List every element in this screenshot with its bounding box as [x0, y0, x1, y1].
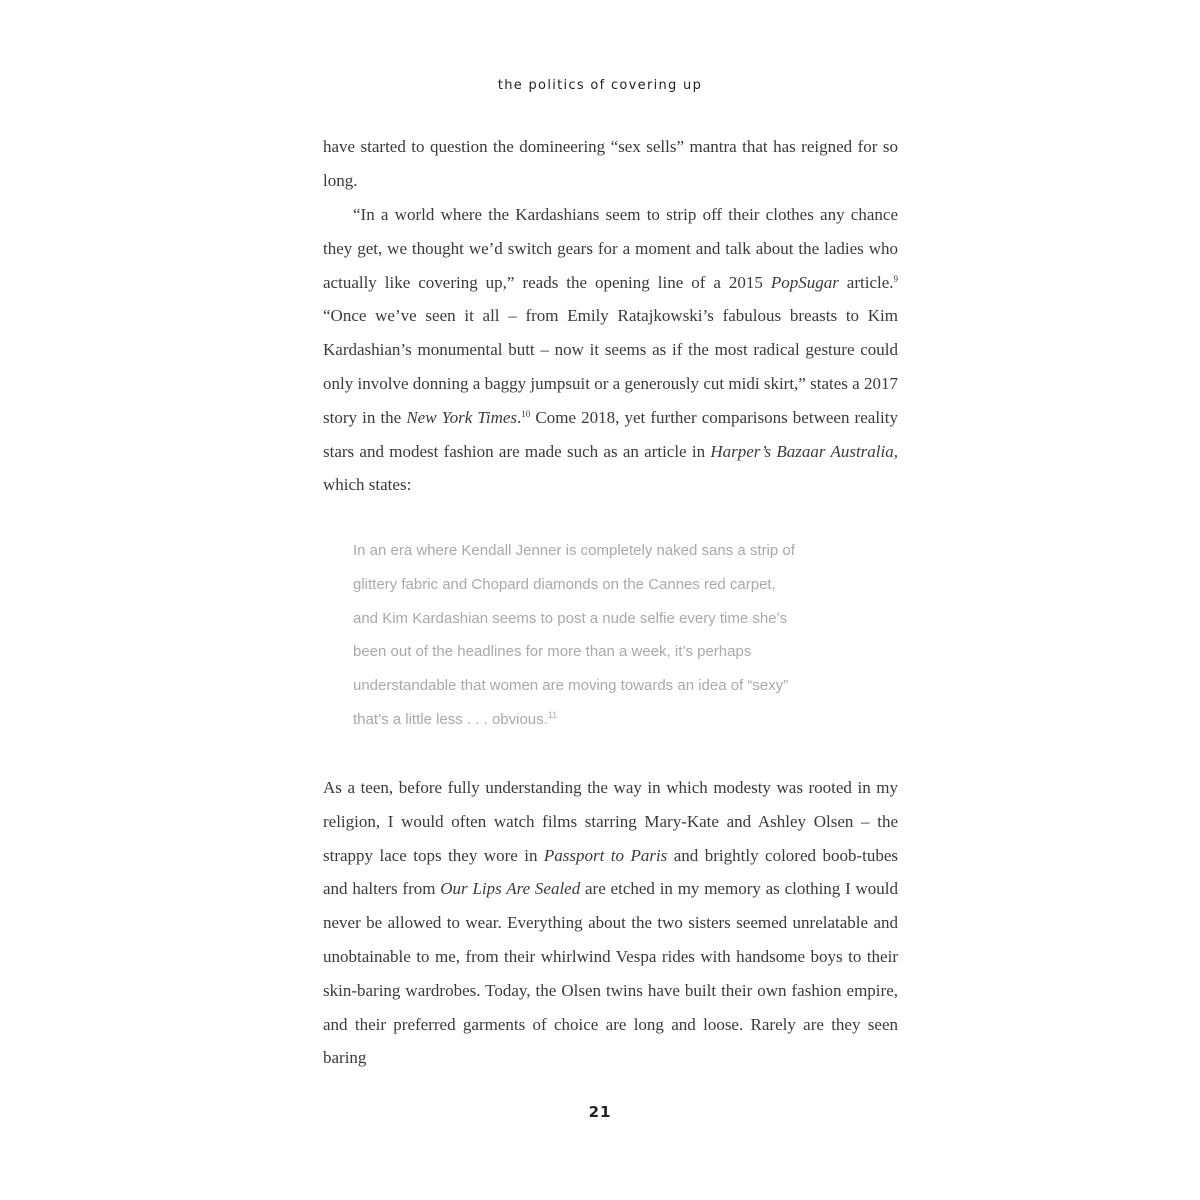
- footnote-ref: 11: [547, 709, 558, 720]
- text-run: Come 2018, yet further comparisons between reality stars and modest fashion are made such as an article in: [323, 407, 898, 461]
- text-run: are etched in my memory as clothing I would never be allowed to wear. Everything about the two sisters seemed unrelatable and unobtainable to me, from their whirlwind Vespa rides with handsome boys to their skin-baring wardrobes. Today, the Olsen twins have built their own fashion empire, and their preferred garments of choice are long and loose. Rarely are they seen baring: [323, 879, 899, 1068]
- body-paragraph-2: [323, 198, 898, 502]
- text-run: article.: [838, 272, 894, 292]
- text-run: and brightly colored boob-tubes and halters from: [323, 845, 898, 899]
- page-number: 21: [588, 1103, 612, 1121]
- quote-line-text: that’s a little less . . . obvious.: [353, 710, 548, 728]
- quote-line: glittery fabric and Chopard diamonds on the Cannes red carpet,: [353, 575, 776, 593]
- running-head: the politics of covering up: [497, 78, 703, 93]
- text-run: , which states:: [323, 441, 898, 495]
- footnote-ref: 10: [521, 408, 531, 419]
- quote-text: [353, 534, 878, 737]
- quote-line: In an era where Kendall Jenner is completely naked sans a strip of: [353, 542, 795, 559]
- publication-title: New York Times: [406, 407, 518, 427]
- text-run: .: [517, 407, 522, 427]
- body-paragraph-3: [323, 771, 898, 1075]
- quote-line: understandable that women are moving towards an idea of “sexy”: [353, 677, 789, 695]
- paragraph-text: [323, 198, 898, 502]
- publication-title: Harper’s Bazaar Australia: [710, 441, 894, 461]
- film-title: Passport to Paris: [543, 845, 668, 865]
- footnote-ref: 9: [893, 273, 899, 284]
- quote-line: been out of the headlines for more than a week, it’s perhaps: [353, 643, 752, 661]
- quote-line: and Kim Kardashian seems to post a nude selfie every time she’s: [353, 609, 788, 627]
- quote-line: [353, 703, 878, 737]
- film-title: Our Lips Are Sealed: [440, 879, 581, 899]
- text-run: “Once we’ve seen it all – from Emily Ratajkowski’s fabulous breasts to Kim Kardashian’s monumental butt – now it seems as if the most radical gesture could only involve donning a baggy jumpsuit or a generously cut midi skirt,” states a 2017 story in the: [323, 306, 898, 427]
- body-paragraph-1: [323, 130, 898, 198]
- paragraph-text: [323, 771, 898, 1075]
- block-quote: [353, 534, 878, 737]
- text-run: As a teen, before fully understanding the way in which modesty was rooted in my religion, I would often watch films starring Mary-Kate and Ashley Olsen – the strappy lace tops they wore in: [323, 778, 898, 865]
- text-run: “In a world where the Kardashians seem to strip off their clothes any chance they get, we thought we’d switch gears for a moment and talk about the ladies who actually like covering up,” reads the opening line of a 2015: [323, 205, 898, 292]
- publication-title: PopSugar: [770, 272, 839, 292]
- paragraph-text: have started to question the domineering “sex sells” mantra that has reigned for so long.: [323, 137, 898, 190]
